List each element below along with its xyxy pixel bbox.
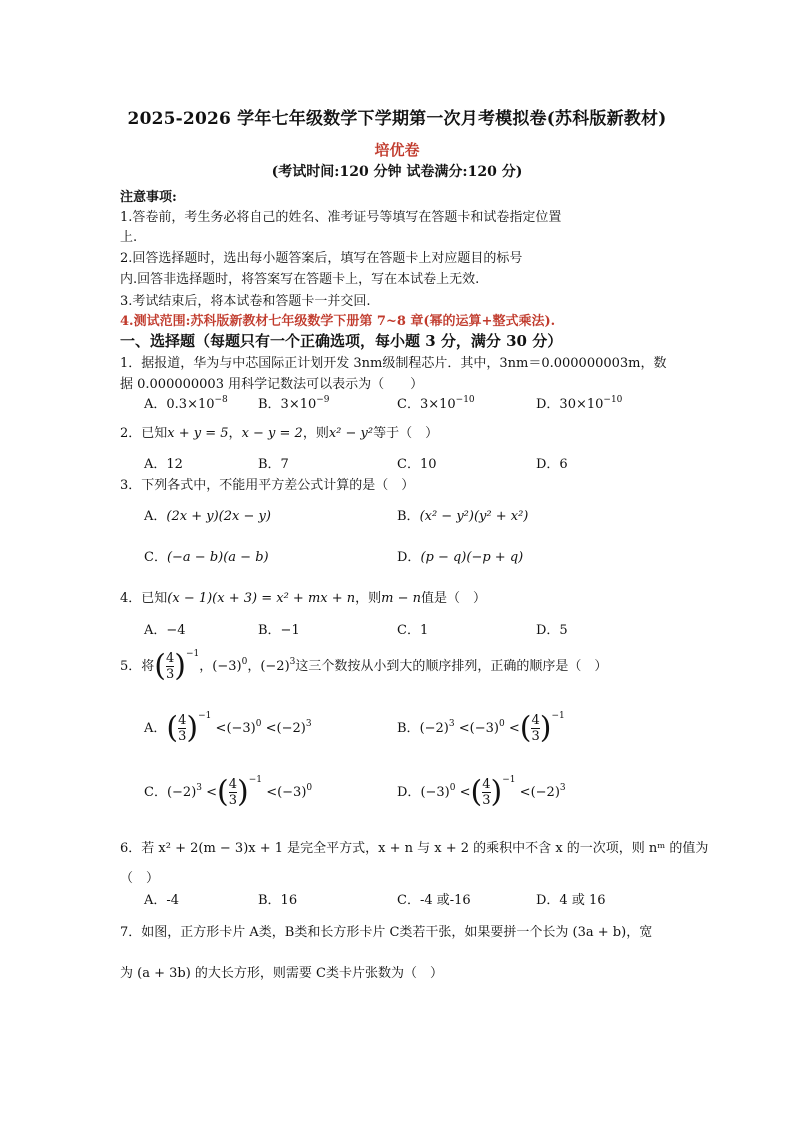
q3-option-d: D．(p − q)(−p + q) (397, 550, 524, 565)
q1-option-a: A．$0.3\times 10^{-8}$ (144, 395, 228, 412)
q1-option-c: C．$3\times 10^{-10}$ (397, 395, 475, 412)
note-3: 3.考试结束后，将本试卷和答题卡一并交回. (120, 294, 371, 309)
q5-option-b: B．$(-2)^3 <(-3)^0$ <( $\frac{4}{3}$ )$^{-1}$ (397, 710, 565, 746)
q5-option-d: D．$(-3)^0$ <( $\frac{4}{3}$ )$^{-1} <(-2)^3$ (397, 774, 566, 810)
fraction-4-3: $\frac{4}{3}$ (166, 651, 175, 682)
q7-line2: 为 (a + 3b) 的大长方形，则需要 C类卡片张数为（ ） (120, 966, 443, 981)
q2-option-a: A．12 (144, 457, 183, 472)
note-4-scope: 4.测试范围:苏科版新教材七年级数学下册第 7~8 章(幂的运算+整式乘法). (120, 314, 556, 329)
q3-stem: 3．下列各式中，不能用平方差公式计算的是（ ） (120, 478, 415, 493)
q2-option-c: C．10 (397, 457, 437, 472)
q1-option-d: D．$30\times 10^{-10}$ (536, 395, 623, 412)
q7-line1: 7．如图，正方形卡片 A类，B类和长方形卡片 C类若干张，如果要拼一个长为 (3a + b)，宽 (120, 925, 653, 940)
q2-option-b: B．7 (258, 457, 289, 472)
notes-heading: 注意事项: (120, 190, 177, 205)
q5-stem: 5．将( $\frac{4}{3}$ )$^{-1}$，$(-3)^0$，$(-2)^3$这三个数按从小到大的顺序排列，正确的顺序是（ ） (120, 648, 608, 684)
q3-option-a: A．(2x + y)(2x − y) (144, 509, 271, 524)
section-heading: 一、选择题（每题只有一个正确选项，每小题 3 分，满分 30 分） (120, 332, 563, 350)
q6-option-a: A．-4 (144, 893, 180, 908)
q6-option-c: C．-4 或-16 (397, 893, 471, 908)
q3-option-b: B．(x² − y²)(y² + x²) (397, 509, 529, 524)
note-2a: 2.回答选择题时，选出每小题答案后，填写在答题卡上对应题目的标号 (120, 251, 523, 266)
q4-option-d: D．5 (536, 623, 568, 638)
q3-option-c: C．(−a − b)(a − b) (144, 550, 269, 565)
q2-stem: 2．已知x + y = 5，x − y = 2，则x² − y²等于（ ） (120, 426, 439, 441)
note-1b: 上. (120, 230, 138, 245)
q4-option-c: C．1 (397, 623, 429, 638)
q1-line1: 1．据报道，华为与中芯国际正计划开发 3nm级制程芯片．其中，3nm＝0.000000003m，数 (120, 356, 667, 371)
q5-option-a: A．( $\frac{4}{3}$ )$^{-1} <(-3)^0 <(-2)^3$ (144, 710, 312, 746)
q4-option-a: A．−4 (144, 623, 186, 638)
page-title: 2025-2026 学年七年级数学下学期第一次月考模拟卷(苏科版新教材) (127, 109, 667, 129)
note-1a: 1.答卷前，考生务必将自己的姓名、准考证号等填写在答题卡和试卷指定位置 (120, 210, 562, 225)
q6-paren: （ ） (120, 871, 160, 886)
q1-line2: 据 0.000000003 用科学记数法可以表示为（ ） (120, 377, 424, 392)
q6-stem: 6．若 x² + 2(m − 3)x + 1 是完全平方式，x + n 与 x + 2 的乘积中不含 x 的一次项，则 nᵐ 的值为 (120, 841, 709, 856)
q1-option-b: B．$3\times 10^{-9}$ (258, 395, 330, 412)
q2-option-d: D．6 (536, 457, 568, 472)
q6-option-d: D．4 或 16 (536, 893, 606, 908)
paper-level: 培优卷 (374, 141, 420, 159)
q6-option-b: B．16 (258, 893, 298, 908)
q4-stem: 4．已知(x − 1)(x + 3) = x² + mx + n，则m − n值是（ ） (120, 591, 487, 606)
q4-option-b: B．−1 (258, 623, 300, 638)
q5-option-c: C．$(-2)^3$ <( $\frac{4}{3}$ )$^{-1} <(-3)^0$ (144, 774, 313, 810)
exam-info: (考试时间:120 分钟 试卷满分:120 分) (271, 164, 523, 180)
note-2b: 内.回答非选择题时，将答案写在答题卡上，写在本试卷上无效. (120, 272, 480, 287)
